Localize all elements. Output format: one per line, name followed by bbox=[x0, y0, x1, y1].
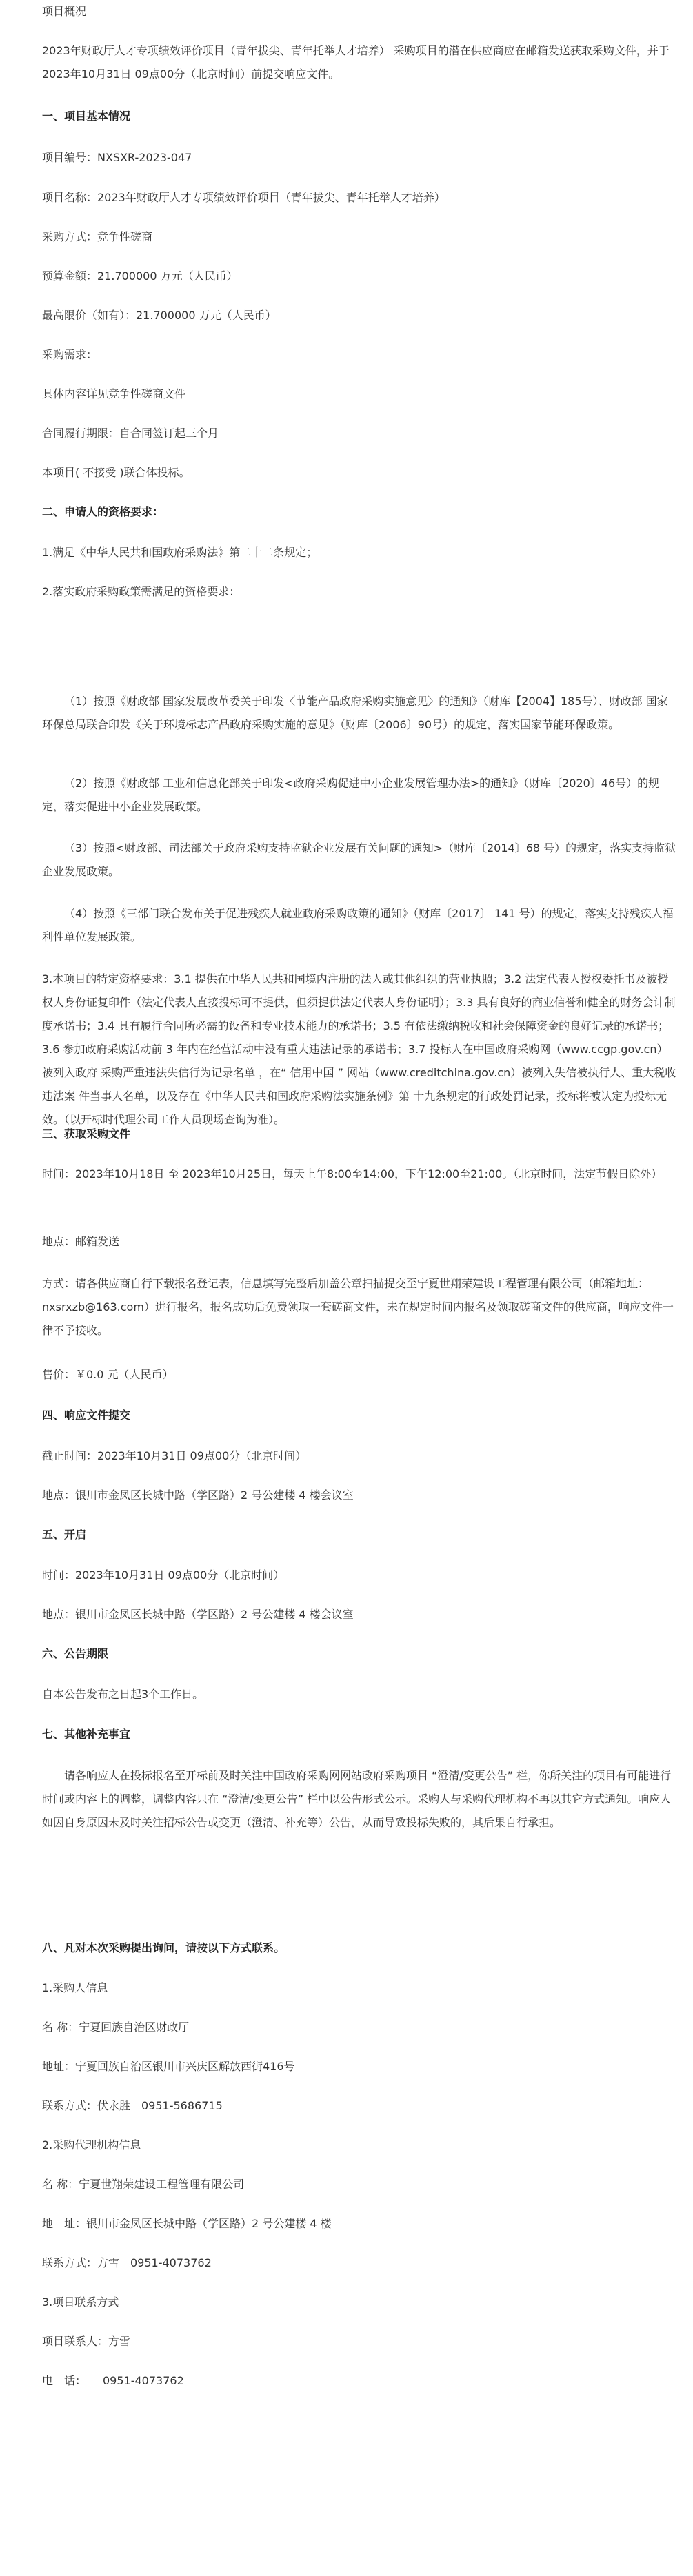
agent-info-title: 2.采购代理机构信息 bbox=[42, 2138, 141, 2151]
project-number: 项目编号：NXSXR-2023-047 bbox=[42, 151, 192, 164]
buyer-name: 名 称：宁夏回族自治区财政厅 bbox=[42, 2021, 190, 2034]
obtain-way: 方式：请各供应商自行下载报名登记表，信息填写完整后加盖公章扫描提交至宁夏世翔荣建设工程管理有限公司（邮箱地址：nxsrxzb@163.com）进行报名，报名成功后免费领取一套磋商文件，未在规定时间内报名及领取磋商文件的供应商，响应文件一律不予接收。 bbox=[42, 1277, 674, 1337]
page-title: 项目概况 bbox=[42, 5, 87, 18]
project-contact-person: 项目联系人：方雪 bbox=[42, 2335, 131, 2348]
section-heading-notice-period: 六、公告期限 bbox=[42, 1647, 109, 1660]
section-heading-submission: 四、响应文件提交 bbox=[42, 1409, 131, 1422]
section-heading-other: 七、其他补充事宜 bbox=[42, 1728, 131, 1741]
other-matters-text: 请各响应人在投标报名至开标前及时关注中国政府采购网网站政府采购项目 “澄清/变更公告” 栏，你所关注的项目有可能进行时间或内容上的调整，调整内容只在 “澄清/变更公告” 栏中以公告形式公示。采购人与采购代理机构不再以其它方式通知。响应人如因自身原因未及时关注招标公告或变更（澄清、补充等）公告，从而导致投标失败的，其后果自行承担。 bbox=[42, 1769, 672, 1829]
agent-contact: 联系方式：方雪 0951-4073762 bbox=[42, 2256, 212, 2269]
agent-name: 名 称：宁夏世翔荣建设工程管理有限公司 bbox=[42, 2178, 245, 2191]
obtain-place: 地点：邮箱发送 bbox=[42, 1235, 120, 1248]
overview-tab bbox=[0, 0, 124, 23]
buyer-contact: 联系方式：伏永胜 0951-5686715 bbox=[42, 2099, 223, 2112]
consortium-note: 本项目( 不接受 )联合体投标。 bbox=[42, 466, 190, 479]
qualification-item-3: 3.本项目的特定资格要求：3.1 提供在中华人民共和国境内注册的法人或其他组织的营业执照；3.2 法定代表人授权委托书及被授权人身份证复印件（法定代表人直接投标可不提供，但须提供法定代表人身份证明）；3.3 具有良好的商业信誉和健全的财务会计制度承诺书；3.4 具有履行合同所必需的设备和专业技术能力的承诺书；3.5 有依法缴纳税收和社会保障资金的良好记录的承诺书；3.6 参加政府采购活动前 3 年内在经营活动中没有重大违法记录的承诺书；3.7 投标人在中国政府采购网（www.ccgp.gov.cn）被列入政府 采购严重违法失信行为记录名单 ，在“ 信用中国 ” 网站（www.creditchina.gov.cn）被列入失信被执行人、重大税收违法案 件当事人名单，以及存在《中华人民共和国政府采购法实施条例》第 十九条规定的行政处罚记录，投标将被认定为投标无效。（以开标时代理公司工作人员现场查询为准）。 bbox=[42, 972, 676, 1126]
qualification-item-1: 1.满足《中华人民共和国政府采购法》第二十二条规定； bbox=[42, 546, 318, 559]
section-heading-contact: 八、凡对本次采购提出询问，请按以下方式联系。 bbox=[42, 1941, 285, 1954]
overview-text: 2023年财政厅人才专项绩效评价项目（青年拔尖、青年托举人才培养） 采购项目的潜在供应商应在邮箱发送获取采购文件，并于2023年10月31日 09点00分（北京时间）前提交响应文件。 bbox=[42, 44, 670, 81]
section-heading-opening: 五、开启 bbox=[42, 1528, 87, 1541]
demand-detail: 具体内容详见竞争性磋商文件 bbox=[42, 387, 186, 400]
project-name: 项目名称：2023年财政厅人才专项绩效评价项目（青年拔尖、青年托举人才培养） bbox=[42, 191, 445, 204]
policy-item-3: （3）按照<财政部、司法部关于政府采购支持监狱企业发展有关问题的通知>（财库〔2014〕68 号）的规定，落实支持监狱企业发展政策。 bbox=[42, 841, 676, 878]
obtain-time: 时间：2023年10月18日 至 2023年10月25日，每天上午8:00至14:00，下午12:00至21:00。（北京时间，法定节假日除外） bbox=[42, 1167, 663, 1180]
buyer-address: 地址：宁夏回族自治区银川市兴庆区解放西街416号 bbox=[42, 2060, 295, 2073]
policy-item-2: （2）按照《财政部 工业和信息化部关于印发<政府采购促进中小企业发展管理办法>的通知》（财库〔2020〕46号）的规定，落实促进中小企业发展政策。 bbox=[42, 777, 660, 813]
agent-address: 地 址：银川市金凤区长城中路（学区路）2 号公建楼 4 楼 bbox=[42, 2217, 332, 2230]
project-contact-title: 3.项目联系方式 bbox=[42, 2296, 119, 2309]
submission-place: 地点：银川市金凤区长城中路（学区路）2 号公建楼 4 楼会议室 bbox=[42, 1489, 354, 1502]
buyer-info-title: 1.采购人信息 bbox=[42, 1981, 108, 1994]
section-heading-qualification: 二、申请人的资格要求： bbox=[42, 505, 164, 518]
policy-item-4: （4）按照《三部门联合发布关于促进残疾人就业政府采购政策的通知》（财库〔2017〕 141 号）的规定，落实支持残疾人福利性单位发展政策。 bbox=[42, 907, 674, 943]
opening-place: 地点：银川市金凤区长城中路（学区路）2 号公建楼 4 楼会议室 bbox=[42, 1608, 354, 1621]
contract-period: 合同履行期限：自合同签订起三个月 bbox=[42, 427, 219, 440]
procurement-method: 采购方式：竞争性磋商 bbox=[42, 230, 153, 243]
notice-period-text: 自本公告发布之日起3个工作日。 bbox=[42, 1688, 204, 1701]
doc-price: 售价：￥0.0 元（人民币） bbox=[42, 1368, 174, 1381]
section-heading-basic-info: 一、项目基本情况 bbox=[42, 110, 131, 123]
section-heading-obtain-docs: 三、获取采购文件 bbox=[42, 1127, 131, 1141]
procurement-demand: 采购需求： bbox=[42, 348, 98, 361]
budget-amount: 预算金额：21.700000 万元（人民币） bbox=[42, 269, 238, 283]
project-contact-phone: 电 话： 0951-4073762 bbox=[42, 2374, 184, 2387]
max-price: 最高限价（如有）：21.700000 万元（人民币） bbox=[42, 309, 277, 322]
qualification-item-2: 2.落实政府采购政策需满足的资格要求： bbox=[42, 585, 241, 598]
opening-time: 时间：2023年10月31日 09点00分（北京时间） bbox=[42, 1568, 285, 1582]
submission-deadline: 截止时间：2023年10月31日 09点00分（北京时间） bbox=[42, 1449, 307, 1462]
policy-item-1: （1）按照《财政部 国家发展改革委关于印发〈节能产品政府采购实施意见〉的通知》（财库【2004】185号）、财政部 国家环保总局联合印发《关于环境标志产品政府采购实施的意见》（财库〔2006〕90号）的规定，落实国家节能环保政策。 bbox=[42, 695, 668, 731]
